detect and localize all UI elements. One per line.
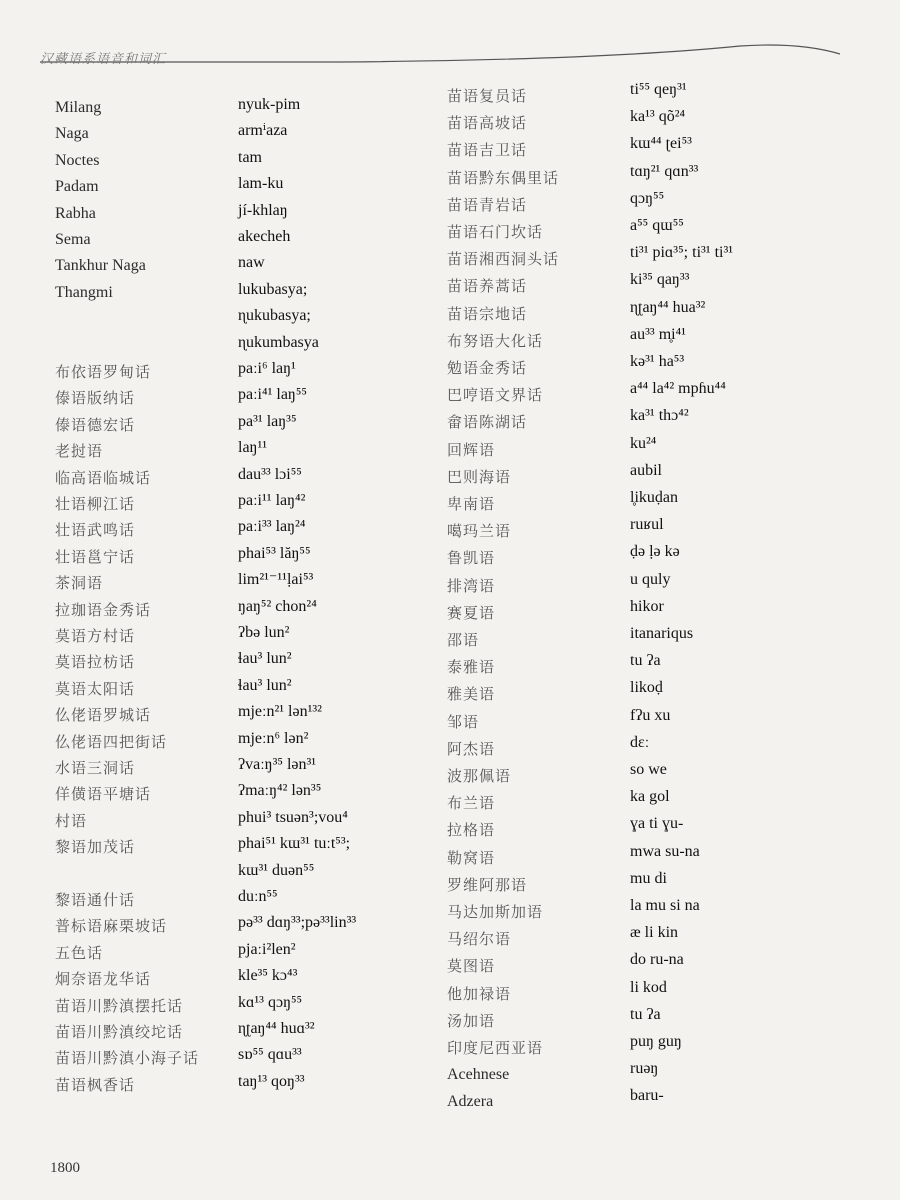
language-name-entry: 莫图语 [447, 957, 496, 976]
language-name-entry: 畲语陈湖话 [447, 413, 528, 432]
running-header [40, 40, 880, 80]
word-form-entry: phai⁵¹ kɯ³¹ tuːt⁵³; [238, 835, 351, 853]
word-form-entry: tu ʔa [630, 652, 661, 670]
word-form-entry: li kod [630, 978, 667, 996]
word-form-entry: duːn⁵⁵ [238, 888, 278, 905]
language-name-entry: 苗语宗地话 [447, 304, 528, 323]
word-form-entry: ɬau³ lun² [238, 650, 292, 668]
word-form-entry: likoḍ [630, 679, 663, 697]
language-name-entry: 临高语临城话 [55, 468, 152, 487]
language-name-entry: 苗语川黔滇小海子话 [55, 1049, 200, 1068]
language-name-entry: Thangmi [55, 283, 113, 301]
language-name-entry: 回辉语 [447, 440, 496, 459]
word-form-entry: a⁴⁴ la⁴² mpɦu⁴⁴ [630, 380, 726, 398]
language-name-entry: Naga [55, 125, 89, 143]
word-form-entry: ti³¹ piɑ³⁵; ti³¹ ti³¹ [630, 244, 734, 262]
word-form-entry: sɒ⁵⁵ qɑu³³ [238, 1046, 302, 1064]
word-form-entry: ruəŋ [630, 1060, 659, 1078]
language-name-entry: 茶洞语 [55, 574, 104, 593]
language-name-entry: 黎语加茂话 [55, 838, 136, 857]
language-name-entry: Noctes [55, 151, 100, 169]
language-name-entry: 巴则海语 [447, 467, 512, 486]
word-form-entry: naw [238, 254, 265, 272]
language-name-entry: 拉珈语金秀话 [55, 600, 152, 619]
language-name-entry: 他加禄语 [447, 984, 512, 1003]
language-name-entry: 雅美语 [447, 685, 496, 704]
language-name-entry: 布依语罗甸话 [55, 363, 152, 381]
word-form-entry: hikor [630, 597, 664, 615]
word-form-entry: ŋaŋ⁵² chon²⁴ [238, 597, 317, 615]
word-form-entry: paːi³³ laŋ²⁴ [238, 518, 306, 536]
word-form-entry: dau³³ lɔi⁵⁵ [238, 465, 302, 483]
word-form-entry: dɛː [630, 733, 650, 751]
language-name-entry: 苗语青岩话 [447, 195, 528, 214]
language-name-entry: Sema [55, 231, 91, 248]
language-name-entry: 布兰语 [447, 794, 496, 813]
word-form-entry: æ li kin [630, 924, 679, 942]
word-form-entry: lim²¹⁻¹¹ḷai⁵³ [238, 571, 314, 589]
word-form-entry: paːi⁴¹ laŋ⁵⁵ [238, 386, 307, 404]
word-form-entry: ḍə ḷə kə [630, 543, 680, 561]
word-form-entry: au³³ m̥i⁴¹ [630, 325, 686, 343]
word-form-entry: la mu si na [630, 897, 700, 914]
language-name-entry: 炯奈语龙华话 [55, 970, 152, 989]
word-form-entry: phai⁵³ lăŋ⁵⁵ [238, 544, 311, 562]
language-name-entry: 莫语拉枋话 [55, 653, 136, 672]
word-form-entry: ɳukubasya; [238, 307, 311, 325]
language-name-entry: 村语 [55, 811, 88, 830]
language-name-entry: 仫佬语四把街话 [55, 732, 168, 751]
language-name-entry: 壮语武鸣话 [55, 521, 136, 540]
word-form-entry: ki³⁵ qaŋ³³ [630, 271, 690, 289]
language-name-entry: 噶玛兰语 [447, 522, 512, 541]
word-form-entry: ka gol [630, 788, 670, 806]
word-form-entry: a⁵⁵ qɯ⁵⁵ [630, 217, 684, 234]
language-name-entry: 布努语大化话 [447, 331, 544, 350]
language-name-entry: 普标语麻栗坡话 [55, 917, 168, 936]
language-name-entry: 罗维阿那语 [447, 875, 528, 894]
header-title: 汉藏语系语音和词汇 [40, 51, 167, 66]
word-form-entry: aubil [630, 461, 662, 479]
word-form-entry: tɑŋ²¹ qɑn³³ [630, 162, 699, 180]
word-form-entry: laŋ¹¹ [238, 439, 268, 457]
word-form-entry: ti⁵⁵ qeŋ³¹ [630, 81, 687, 98]
word-form-entry: paːi¹¹ laŋ⁴² [238, 492, 306, 509]
language-name-entry: 勒窝语 [447, 848, 496, 867]
language-name-entry: 苗语石门坎话 [447, 223, 544, 241]
language-name-entry: 邵语 [447, 631, 480, 649]
word-form-entry: ɬau³ lun² [238, 676, 292, 694]
language-name-entry: 马达加斯加语 [447, 903, 544, 921]
language-name-entry: 勉语金秀话 [447, 359, 528, 377]
word-form-entry: jí-khlaŋ [238, 201, 288, 219]
language-name-entry: Rabha [55, 204, 96, 222]
language-name-entry: Tankhur Naga [55, 257, 146, 275]
language-name-entry: 苗语川黔滇摆托话 [55, 996, 184, 1015]
language-name-entry: 排湾语 [447, 576, 496, 595]
word-form-entry: ɣa ti ɣu- [630, 815, 684, 833]
language-name-entry: 佯僙语平塘话 [55, 785, 152, 804]
word-form-entry: phui³ tsuən³;vou⁴ [238, 808, 348, 826]
word-form-entry: ʔmaːŋ⁴² lən³⁵ [238, 782, 322, 800]
language-name-entry: 马绍尔语 [447, 930, 512, 949]
word-form-entry: kɯ³¹ duən⁵⁵ [238, 861, 315, 879]
language-name-entry: 卑南语 [447, 495, 496, 513]
language-name-entry: 苗语枫香话 [55, 1075, 136, 1094]
language-name-entry: 汤加语 [447, 1011, 496, 1030]
word-form-entry: ka³¹ thɔ⁴² [630, 407, 689, 425]
language-name-entry: 印度尼西亚语 [447, 1039, 544, 1057]
language-name-entry: 苗语高坡话 [447, 114, 528, 133]
page-number: 1800 [50, 1160, 80, 1176]
language-name-entry: 黎语通什话 [55, 891, 136, 909]
word-form-entry: paːi⁶ laŋ¹ [238, 360, 296, 377]
word-form-entry: ka¹³ qõ²⁴ [630, 108, 686, 126]
word-form-entry: kle³⁵ kɔ⁴³ [238, 967, 298, 985]
word-form-entry: tam [238, 148, 262, 166]
word-form-entry: ʔbə lun² [238, 624, 290, 641]
language-name-entry: 五色话 [55, 943, 104, 962]
language-name-entry: 巴哼语文界话 [447, 386, 544, 405]
language-name-entry: 赛夏语 [447, 603, 496, 622]
language-name-entry: 苗语吉卫话 [447, 141, 528, 160]
word-form-entry: puŋ guŋ [630, 1033, 682, 1050]
language-name-entry: 苗语复员话 [447, 87, 528, 105]
word-form-entry: akecheh [238, 228, 291, 245]
word-form-entry: pə³³ dɑŋ³³;pə³³lin³³ [238, 914, 357, 932]
language-name-entry: 苗语湘西洞头话 [447, 250, 560, 269]
word-form-entry: mjeːn⁶ lən² [238, 729, 309, 747]
language-name-entry: Acehnese [447, 1066, 510, 1084]
language-name-entry: Milang [55, 99, 102, 116]
word-form-entry: itanariqus [630, 625, 694, 642]
word-form-entry: kɯ⁴⁴ ʈei⁵³ [630, 135, 692, 153]
word-form-entry: nyuk-pim [238, 96, 301, 113]
word-form-entry: tu ʔa [630, 1005, 661, 1023]
language-name-entry: 苗语养蒿话 [447, 277, 528, 296]
language-name-entry: 阿杰语 [447, 739, 496, 758]
language-name-entry: 波那佩语 [447, 767, 512, 785]
language-name-entry: Padam [55, 178, 99, 196]
word-form-entry: ɳukumbasya [238, 333, 319, 351]
language-name-entry: Adzera [447, 1093, 494, 1111]
word-form-entry: pa³¹ laŋ³⁵ [238, 412, 297, 430]
language-name-entry: 鲁凯语 [447, 549, 496, 568]
language-name-entry: 泰雅语 [447, 658, 496, 677]
word-form-entry: fʔu xu [630, 706, 671, 724]
language-name-entry: 傣语版纳话 [55, 389, 136, 408]
word-form-entry: kɑ¹³ qɔŋ⁵⁵ [238, 993, 303, 1011]
language-name-entry: 苗语川黔滇绞坨话 [55, 1023, 184, 1041]
word-form-entry: qɔŋ⁵⁵ [630, 189, 665, 207]
language-name-entry: 邹语 [447, 712, 480, 731]
language-name-entry: 傣语德宏话 [55, 415, 136, 434]
language-name-entry: 老挝语 [55, 442, 104, 461]
word-form-entry: taŋ¹³ qoŋ³³ [238, 1072, 305, 1090]
word-form-entry: l̥ikuḍan [630, 489, 678, 506]
language-name-entry: 壮语柳江话 [55, 495, 136, 513]
word-form-entry: lukubasya; [238, 280, 308, 298]
word-form-entry: pjaːi²len² [238, 940, 296, 958]
word-form-entry: ɳʈaŋ⁴⁴ huɑ³² [238, 1020, 315, 1037]
language-name-entry: 苗语黔东偶里话 [447, 168, 560, 187]
word-form-entry: lam-ku [238, 175, 284, 193]
word-form-entry: baru- [630, 1087, 664, 1105]
word-form-entry: kə³¹ ha⁵³ [630, 353, 685, 370]
word-form-entry: do ru-na [630, 951, 684, 969]
word-form-entry: armⁱaza [238, 122, 288, 140]
language-name-entry: 拉格语 [447, 821, 496, 840]
language-name-entry: 莫语太阳话 [55, 679, 136, 698]
word-form-entry: mu di [630, 869, 667, 887]
word-form-entry: ku²⁴ [630, 434, 657, 452]
word-form-entry: mwa su-na [630, 842, 700, 860]
language-name-entry: 仫佬语罗城话 [55, 706, 152, 725]
language-name-entry: 莫语方村话 [55, 627, 136, 645]
word-form-entry: ɳʈaŋ⁴⁴ hua³² [630, 298, 706, 316]
word-form-entry: mjeːn²¹ lən¹³² [238, 703, 322, 721]
language-name-entry: 壮语邕宁话 [55, 547, 136, 566]
word-form-entry: ruʁul [630, 516, 664, 534]
word-form-entry: u quly [630, 570, 671, 588]
word-form-entry: so we [630, 761, 667, 778]
word-form-entry: ʔvaːŋ³⁵ lən³¹ [238, 756, 317, 773]
language-name-entry: 水语三洞话 [55, 759, 136, 777]
